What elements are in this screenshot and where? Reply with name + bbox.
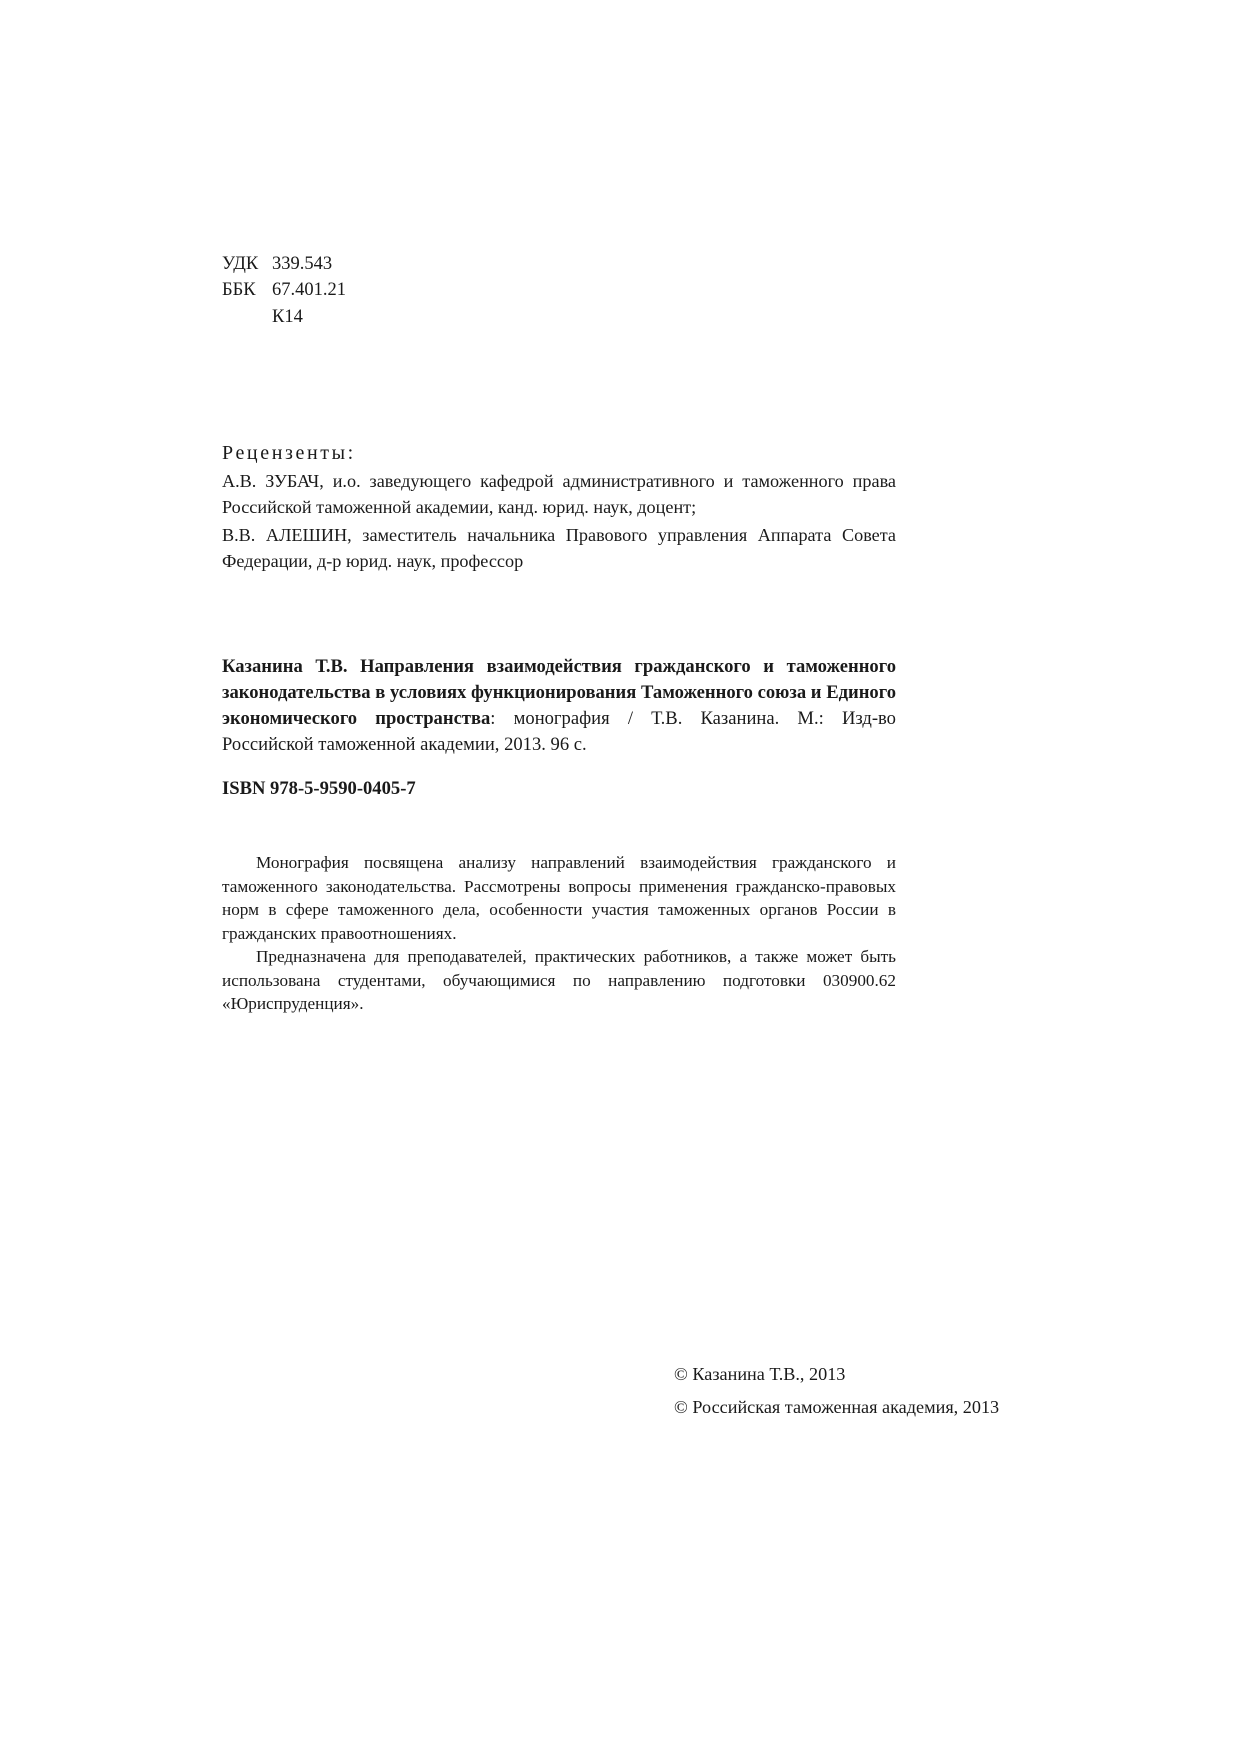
reviewer-entry: А.В. ЗУБАЧ, и.о. заведующего кафедрой административного и таможенного права Российской таможенной академии, канд. юрид. наук, доцент; [222, 471, 896, 517]
annotation-paragraph: Предназначена для преподавателей, практических работников, а также может быть использована студентами, обучающимися по направлению подготовки 030900.62 «Юриспруденция». [222, 947, 896, 1013]
copyright-publisher: © Российская таможенная академия, 2013 [674, 1397, 1000, 1417]
udk-label: УДК [222, 254, 259, 274]
author-mark-row [222, 306, 303, 328]
copyright-author: © Казанина Т.В., 2013 [674, 1364, 846, 1384]
bibliographic-details: : монография / Т.В. Казанина. М.: Изд-во Российской таможенной академии, 2013. 96 с. [222, 708, 896, 755]
bbk-row [222, 279, 346, 301]
annotation-paragraph: Монография посвящена анализу направлений взаимодействия гражданского и таможенного законодательства. Рассмотрены вопросы применения гражданско-правовых норм в сфере таможенного дела, особенности участия таможенных органов России в гражданских правоотношениях. [222, 853, 896, 943]
reviewer-entry: В.В. АЛЕШИН, заместитель начальника Правового управления Аппарата Совета Федерации, д-р юрид. наук, профессор [222, 525, 896, 571]
bibliographic-record [222, 654, 896, 758]
udk-value: 339.543 [272, 254, 333, 274]
bbk-label: ББК [222, 280, 256, 300]
udk-row [222, 253, 332, 275]
isbn: ISBN 978-5-9590-0405-7 [222, 778, 416, 799]
bibliographic-title: Казанина Т.В. Направления взаимодействия гражданского и таможенного законодательства в условиях функционирования Таможенного союза и Единого экономического пространства [222, 656, 896, 729]
author-mark: К14 [272, 307, 303, 327]
bbk-value: 67.401.21 [272, 280, 346, 300]
reviewers-heading: Рецензенты: [222, 442, 356, 464]
